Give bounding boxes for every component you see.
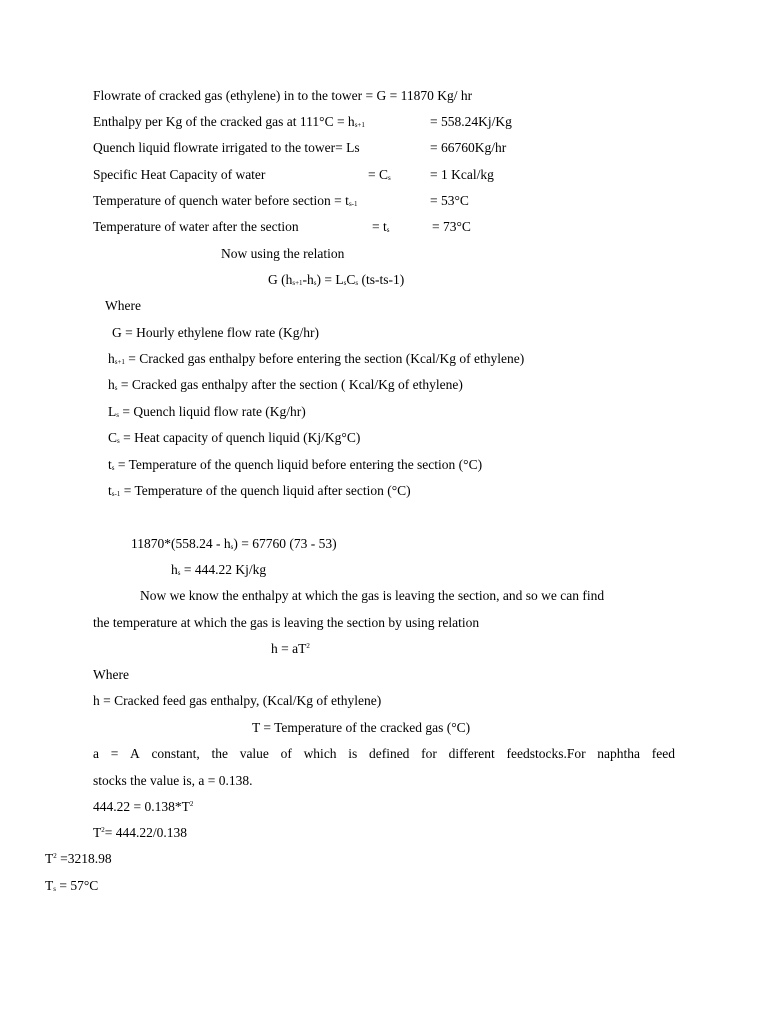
def-a-word: a (93, 746, 99, 761)
given-temp-after-sub: s (386, 226, 390, 234)
given-heat-capacity (93, 167, 265, 183)
relation-p5: (ts-ts-1) (358, 272, 405, 287)
def-hs-sym: h (108, 377, 115, 392)
def-a-word: A (130, 746, 140, 761)
def-hs1-text: = Cracked gas enthalpy before entering the section (Kcal/Kg of ethylene) (124, 351, 525, 366)
def-ts-text: = Temperature of the quench liquid before entering the section (°C) (114, 457, 483, 472)
step3-p1: T (45, 851, 54, 866)
given-temp-before-label: Temperature of quench water before section = t (93, 193, 349, 208)
def-a-line-2: stocks the value is, a = 0.138. (93, 773, 253, 788)
def-ts1-text: = Temperature of the quench liquid after section (°C) (120, 483, 411, 498)
relation2-p1: h = aT (271, 641, 307, 656)
calc1-p1: 11870*(558.24 - h (131, 536, 231, 551)
step-2 (93, 825, 187, 841)
def-hs1-sub: s+1 (114, 358, 125, 366)
def-Ls-sym: L (108, 404, 117, 419)
def-a-word: for (421, 746, 437, 761)
relation-equation (268, 272, 404, 288)
step1-p1: 444.22 = 0.138*T (93, 799, 190, 814)
def-ts-sym: t (108, 457, 112, 472)
def-hs1-sym: h (108, 351, 115, 366)
def-hs-text: = Cracked gas enthalpy after the section ( Kcal/Kg of ethylene) (117, 377, 463, 392)
def-a-word: = (110, 746, 119, 761)
def-ts1-sym: t (108, 483, 112, 498)
relation-p1: G (h (268, 272, 293, 287)
relation-s4: s (355, 279, 359, 287)
given-enthalpy (93, 114, 365, 130)
def-a-word: feedstocks.For (506, 746, 586, 761)
def-a-word: which (303, 746, 337, 761)
def-a-word: naphtha (597, 746, 641, 761)
def-a-word: the (211, 746, 228, 761)
given-temp-before (93, 193, 358, 209)
def-T: T = Temperature of the cracked gas (°C) (252, 720, 471, 735)
def-G: G = Hourly ethylene flow rate (Kg/hr) (112, 325, 320, 340)
given-temp-before-sub: s-1 (348, 200, 358, 208)
step2-sup: 2 (101, 826, 105, 834)
relation-p4: C (346, 272, 356, 287)
given-enthalpy-value: = 558.24Kj/Kg (430, 114, 512, 129)
given-heat-capacity-eq-text: = C (368, 167, 388, 182)
calc-equation-1 (131, 536, 337, 552)
given-flowrate-text: Flowrate of cracked gas (ethylene) in to the tower = G = 11870 Kg/ hr (93, 88, 473, 103)
def-Ls-text: = Quench liquid flow rate (Kg/hr) (118, 404, 306, 419)
step3-sup: 2 (53, 852, 57, 860)
given-heat-capacity-eq (368, 167, 391, 183)
def-ts (108, 457, 482, 473)
given-temp-after-eq-text: = t (372, 219, 387, 234)
def-h: h = Cracked feed gas enthalpy, (Kcal/Kg of ethylene) (93, 693, 382, 708)
relation2-sup: 2 (306, 642, 310, 650)
paragraph-line-2: the temperature at which the gas is leaving the section by using relation (93, 615, 480, 630)
def-a-word: different (448, 746, 495, 761)
given-heat-capacity-sub: s (388, 174, 391, 182)
def-a-line-1 (93, 746, 675, 762)
given-quench-flow-label: Quench liquid flowrate irrigated to the tower= Ls (93, 140, 360, 155)
def-a-word: defined (368, 746, 410, 761)
given-flowrate (93, 88, 472, 104)
relation-s1: s+1 (292, 279, 303, 287)
def-Ls-sub: s (116, 411, 119, 419)
calc1-p2: ) = 67760 (73 - 53) (233, 536, 337, 551)
given-enthalpy-label: Enthalpy per Kg of the cracked gas at 111°C = h (93, 114, 355, 129)
given-temp-after-eq (372, 219, 389, 235)
step3-p2: =3218.98 (56, 851, 112, 866)
given-heat-capacity-value: = 1 Kcal/kg (430, 167, 494, 182)
def-ts1-sub: s-1 (111, 490, 121, 498)
calc-equation-2 (171, 562, 266, 578)
relation-2 (271, 641, 310, 657)
relation-s3: s (343, 279, 347, 287)
def-Cs (108, 430, 360, 446)
def-a-word: value (239, 746, 269, 761)
def-Ls (108, 404, 306, 420)
def-hs (108, 377, 463, 393)
step-3 (45, 851, 112, 867)
def-hs1 (108, 351, 524, 367)
where-heading-1: Where (105, 298, 141, 313)
def-Cs-sym: C (108, 430, 118, 445)
def-a-word: constant, (151, 746, 200, 761)
def-hs-sub: s (114, 384, 118, 392)
calc2-p1: h (171, 562, 178, 577)
calc2-sub: s (177, 569, 181, 577)
given-heat-capacity-label: Specific Heat Capacity of water (93, 167, 266, 182)
step-4-result (45, 878, 98, 894)
step2-p1: T (93, 825, 102, 840)
def-ts-sub: s (111, 464, 115, 472)
calc2-p2: = 444.22 Kj/kg (180, 562, 267, 577)
relation-p2: -h (302, 272, 314, 287)
given-temp-after (93, 219, 299, 235)
given-enthalpy-sub: s+1 (354, 121, 365, 129)
step4-p2: = 57°C (55, 878, 99, 893)
relation-intro: Now using the relation (221, 246, 345, 261)
def-a-word: of (280, 746, 292, 761)
step4-sub: s (53, 885, 56, 893)
def-Cs-sub: s (117, 437, 120, 445)
def-Cs-text: = Heat capacity of quench liquid (Kj/Kg°C) (119, 430, 361, 445)
step4-p1: T (45, 878, 54, 893)
relation-p3: ) = L (316, 272, 344, 287)
def-a-word: is (348, 746, 358, 761)
step1-sup: 2 (189, 800, 194, 808)
def-ts1 (108, 483, 411, 499)
given-temp-before-value: = 53°C (430, 193, 469, 208)
step2-p2: = 444.22/0.138 (104, 825, 187, 840)
where-heading-2: Where (93, 667, 129, 682)
given-quench-flow (93, 140, 360, 156)
calc1-sub: s (230, 543, 234, 551)
paragraph-line-1: Now we know the enthalpy at which the gas is leaving the section, and so we can find (140, 588, 605, 603)
given-temp-after-label: Temperature of water after the section (93, 219, 299, 234)
relation-s2: s (313, 279, 317, 287)
step-1 (93, 799, 193, 815)
given-temp-after-value: = 73°C (432, 219, 471, 234)
given-quench-flow-value: = 66760Kg/hr (430, 140, 507, 155)
def-a-word: feed (651, 746, 675, 761)
